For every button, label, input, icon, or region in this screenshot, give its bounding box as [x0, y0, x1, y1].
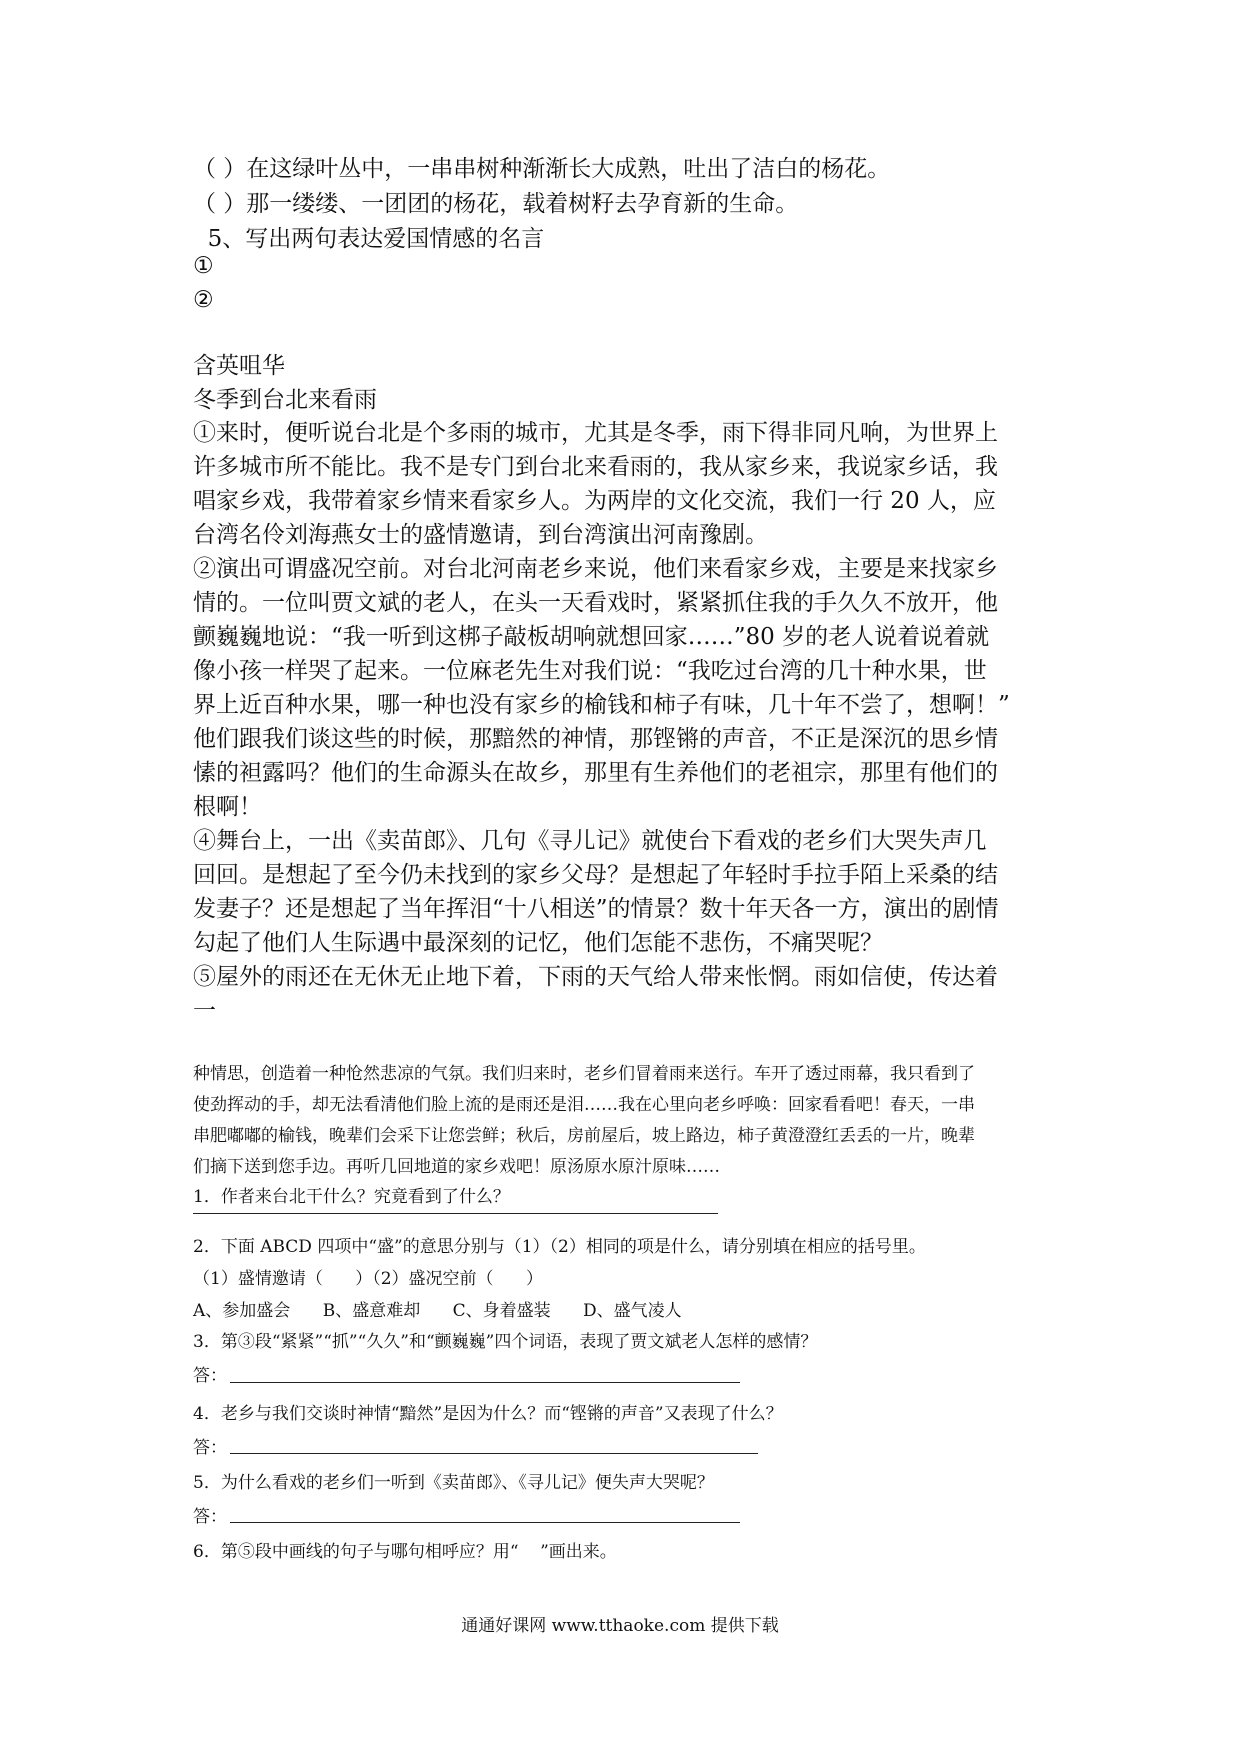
article-line: 发妻子？还是想起了当年挥泪“十八相送”的情景？数十年天各一方，演出的剧情: [193, 896, 999, 922]
article-line: 颤巍巍地说：“我一听到这梆子敲板胡响就想回家……”80 岁的老人说着说着就: [193, 624, 990, 650]
question-5: 5．为什么看戏的老乡们一听到《卖苗郎》、《寻儿记》便失声大哭呢？: [193, 1473, 714, 1493]
answer-line-q1[interactable]: [193, 1213, 718, 1214]
article-line: 界上近百种水果，哪一种也没有家乡的榆钱和柿子有味，几十年不尝了，想啊！”: [193, 692, 1010, 718]
question-2: 2．下面 ABCD 四项中“盛”的意思分别与（1）（2）相同的项是什么，请分别填在相应的括号里。: [193, 1237, 926, 1257]
article-line: 勾起了他们人生际遇中最深刻的记忆，他们怎能不悲伤，不痛哭呢？: [193, 930, 883, 956]
article-title: 冬季到台北来看雨: [193, 387, 377, 413]
page-footer: 通通好课网 www.tthaoke.com 提供下载: [461, 1616, 779, 1636]
fill-item-1: （ ）在这绿叶丛中，一串串树种渐渐长大成熟，吐出了洁白的杨花。: [193, 156, 891, 182]
answer-marker-2: ②: [193, 287, 214, 313]
continuation-line: 串肥嘟嘟的榆钱，晚辈们会采下让您尝鲜；秋后，房前屋后，坡上路边，柿子黄澄澄红丢丢的一片，晚辈: [193, 1126, 975, 1146]
section-heading: 含英咀华: [193, 353, 285, 379]
article-line: ①来时，便听说台北是个多雨的城市，尤其是冬季，雨下得非同凡响，为世界上: [193, 420, 998, 446]
continuation-line: 们摘下送到您手边。再听几回地道的家乡戏吧！原汤原水原汁原味……: [193, 1157, 720, 1177]
answer-label-q5: 答：: [193, 1507, 227, 1527]
question-3: 3．第③段“紧紧”“抓”“久久”和“颤巍巍”四个词语，表现了贾文斌老人怎样的感情？: [193, 1332, 818, 1352]
question-2-options: A、参加盛会 B、盛意难却 C、身着盛装 D、盛气凌人: [193, 1301, 682, 1321]
article-line: 根啊！: [193, 794, 262, 820]
article-line: 愫的袒露吗？他们的生命源头在故乡，那里有生养他们的老祖宗，那里有他们的: [193, 760, 998, 786]
question-4: 4．老乡与我们交谈时神情“黯然”是因为什么？而“铿锵的声音”又表现了什么？: [193, 1404, 783, 1424]
article-line: ②演出可谓盛况空前。对台北河南老乡来说，他们来看家乡戏，主要是来找家乡: [193, 556, 998, 582]
article-line: ⑤屋外的雨还在无休无止地下着，下雨的天气给人带来怅惘。雨如信使，传达着: [193, 964, 998, 990]
article-line: 台湾名伶刘海燕女士的盛情邀请，到台湾演出河南豫剧。: [193, 522, 768, 548]
article-line: 像小孩一样哭了起来。一位麻老先生对我们说：“我吃过台湾的几十种水果，世: [193, 658, 987, 684]
article-line: 许多城市所不能比。我不是专门到台北来看雨的，我从家乡来，我说家乡话，我: [193, 454, 998, 480]
article-line: 唱家乡戏，我带着家乡情来看家乡人。为两岸的文化交流，我们一行 20 人，应: [193, 488, 996, 514]
answer-label-q3: 答：: [193, 1366, 227, 1386]
answer-line-q5[interactable]: [230, 1522, 740, 1523]
answer-marker-1: ①: [193, 253, 214, 279]
article-line: ④舞台上，一出《卖苗郎》、几句《寻儿记》就使台下看戏的老乡们大哭失声几: [193, 828, 987, 854]
answer-line-q4[interactable]: [230, 1453, 758, 1454]
fill-item-2: （ ）那一缕缕、一团团的杨花，载着树籽去孕育新的生命。: [193, 191, 799, 217]
question-1: 1．作者来台北干什么？究竟看到了什么？: [193, 1187, 510, 1207]
continuation-line: 种情思，创造着一种怆然悲凉的气氛。我们归来时，老乡们冒着雨来送行。车开了透过雨幕，我只看到了: [193, 1064, 975, 1084]
question-6: 6．第⑤段中画线的句子与哪句相呼应？用“ ”画出来。: [193, 1542, 617, 1562]
question-5-prompt: 5、写出两句表达爱国情感的名言: [193, 226, 545, 252]
article-line: 情的。一位叫贾文斌的老人，在头一天看戏时，紧紧抓住我的手久久不放开，他: [193, 590, 998, 616]
article-line: 一: [193, 998, 216, 1024]
question-2-subitems: （1）盛情邀请（ ）（2）盛况空前（ ）: [193, 1269, 543, 1289]
answer-label-q4: 答：: [193, 1438, 227, 1458]
answer-line-q3[interactable]: [230, 1382, 740, 1383]
article-line: 他们跟我们谈这些的时候，那黯然的神情，那铿锵的声音，不正是深沉的思乡情: [193, 726, 998, 752]
article-line: 回回。是想起了至今仍未找到的家乡父母？是想起了年轻时手拉手陌上采桑的结: [193, 862, 998, 888]
continuation-line: 使劲挥动的手，却无法看清他们脸上流的是雨还是泪……我在心里向老乡呼唤：回家看看吧！春天，一串: [193, 1095, 975, 1115]
